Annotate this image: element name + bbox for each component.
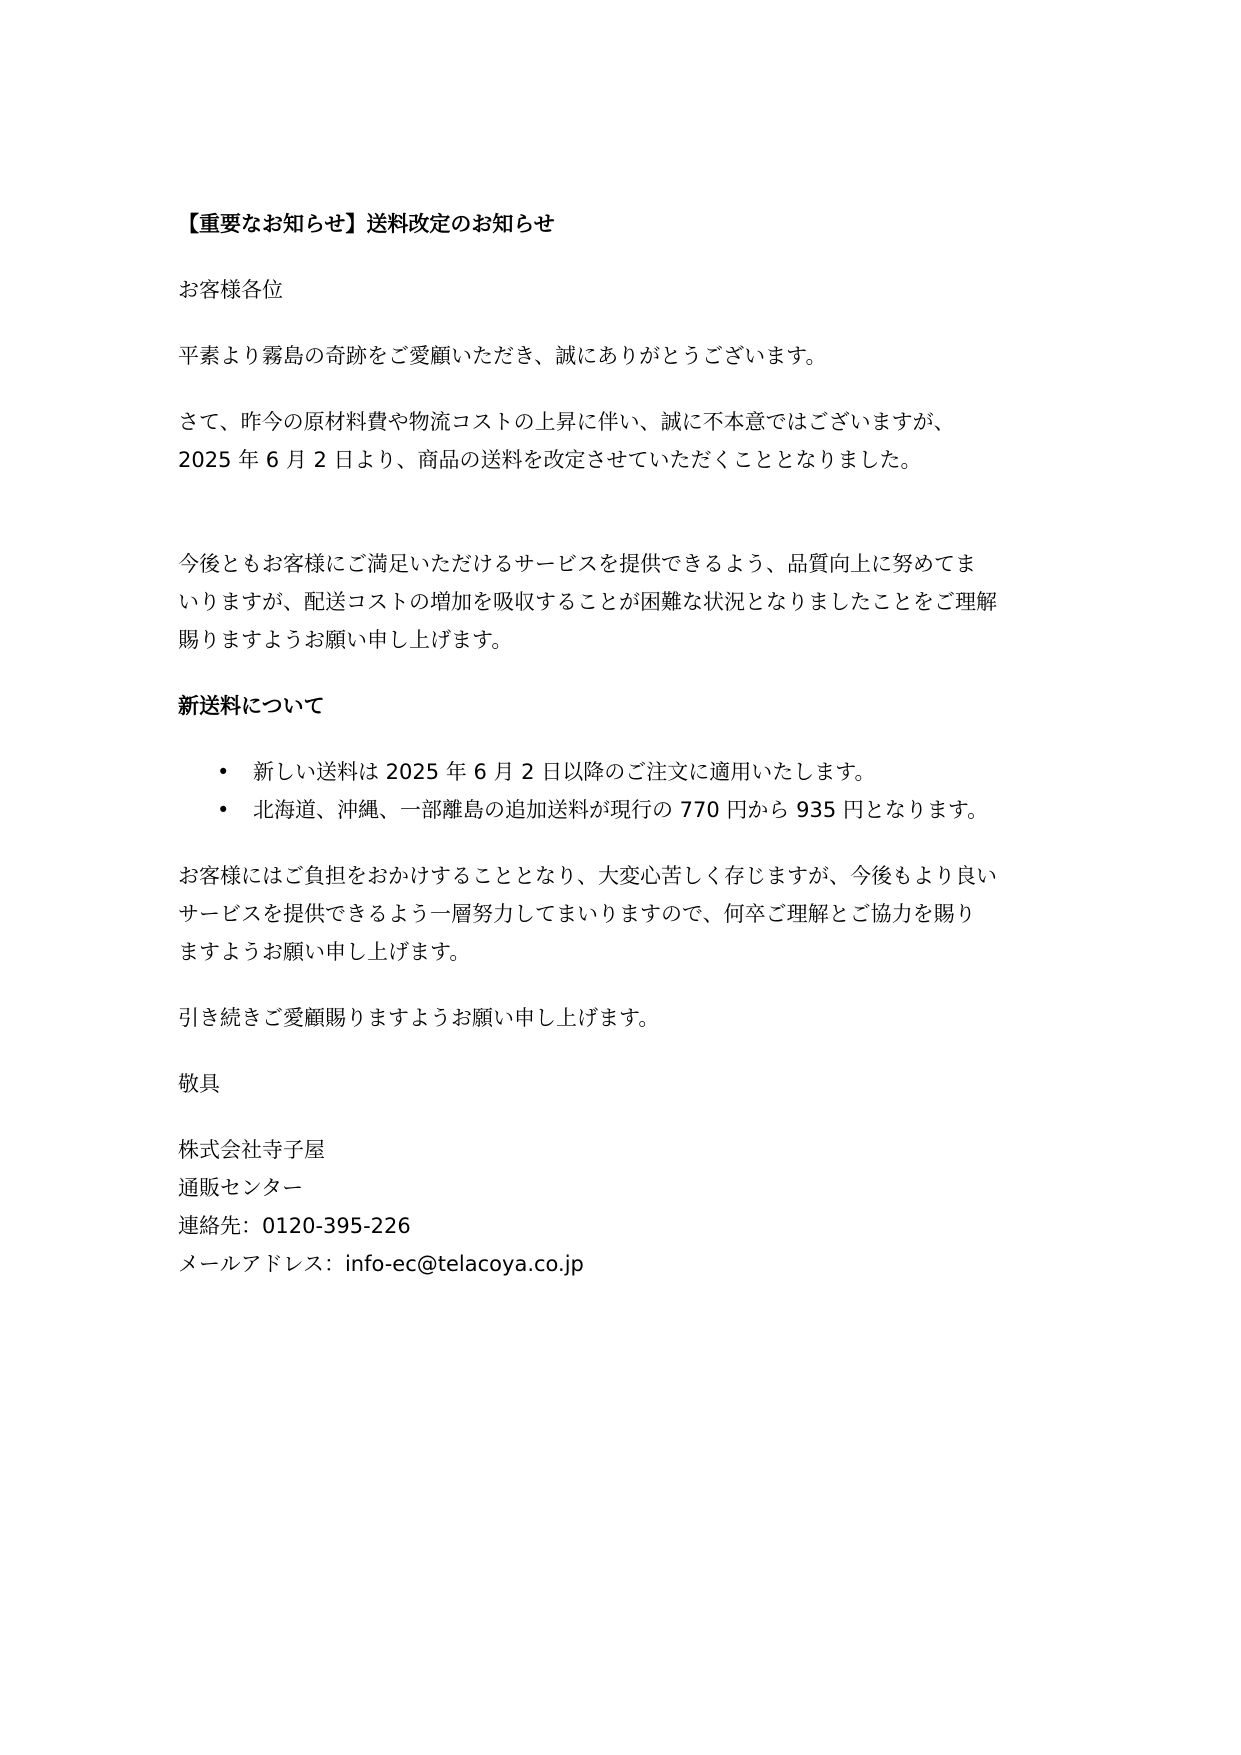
contact-email: メールアドレス：info-ec@telacoya.co.jp — [178, 1252, 584, 1276]
list-item-text: 北海道、沖縄、一部離島の追加送料が現行の 770 円から 935 円となります。 — [253, 798, 989, 822]
notice-title: 【重要なお知らせ】送料改定のお知らせ — [178, 212, 555, 236]
contact-phone: 連絡先：0120-395-226 — [178, 1214, 411, 1238]
explanation-line: いりますが、配送コストの増加を吸収することが困難な状況となりましたことをご理解 — [178, 590, 997, 614]
apology-paragraph — [178, 857, 1058, 971]
section-heading-new-shipping: 新送料について — [178, 694, 325, 718]
list-item — [178, 753, 1058, 791]
closing-word: 敬具 — [178, 1072, 220, 1096]
apology-line: サービスを提供できるよう一層努力してまいりますので、何卒ご理解とご協力を賜り — [178, 902, 976, 926]
intro-paragraph — [178, 403, 1058, 479]
intro-line: 2025 年 6 月 2 日より、商品の送料を改定させていただくこととなりました。 — [178, 448, 922, 472]
company-name: 株式会社寺子屋 — [178, 1138, 325, 1162]
notice-document — [178, 205, 1058, 1283]
bullet-icon: • — [217, 760, 230, 784]
explanation-line: 今後ともお客様にご満足いただけるサービスを提供できるよう、品質向上に努めてま — [178, 552, 976, 576]
signature-block — [178, 1131, 1058, 1283]
list-item-text: 新しい送料は 2025 年 6 月 2 日以降のご注文に適用いたします。 — [253, 760, 876, 784]
explanation-paragraph — [178, 545, 1058, 659]
closing-request: 引き続きご愛顧賜りますようお願い申し上げます。 — [178, 1006, 660, 1030]
explanation-line: 賜りますようお願い申し上げます。 — [178, 628, 513, 652]
salutation: お客様各位 — [178, 278, 283, 302]
shipping-bullet-list — [178, 753, 1058, 829]
apology-line: お客様にはご負担をおかけすることとなり、大変心苦しく存じますが、今後もより良い — [178, 864, 997, 888]
greeting-paragraph: 平素より霧島の奇跡をご愛顧いただき、誠にありがとうございます。 — [178, 344, 827, 368]
department-name: 通販センター — [178, 1176, 304, 1200]
list-item — [178, 791, 1058, 829]
apology-line: ますようお願い申し上げます。 — [178, 940, 471, 964]
bullet-icon: • — [217, 798, 230, 822]
intro-line: さて、昨今の原材料費や物流コストの上昇に伴い、誠に不本意ではございますが、 — [178, 410, 955, 434]
